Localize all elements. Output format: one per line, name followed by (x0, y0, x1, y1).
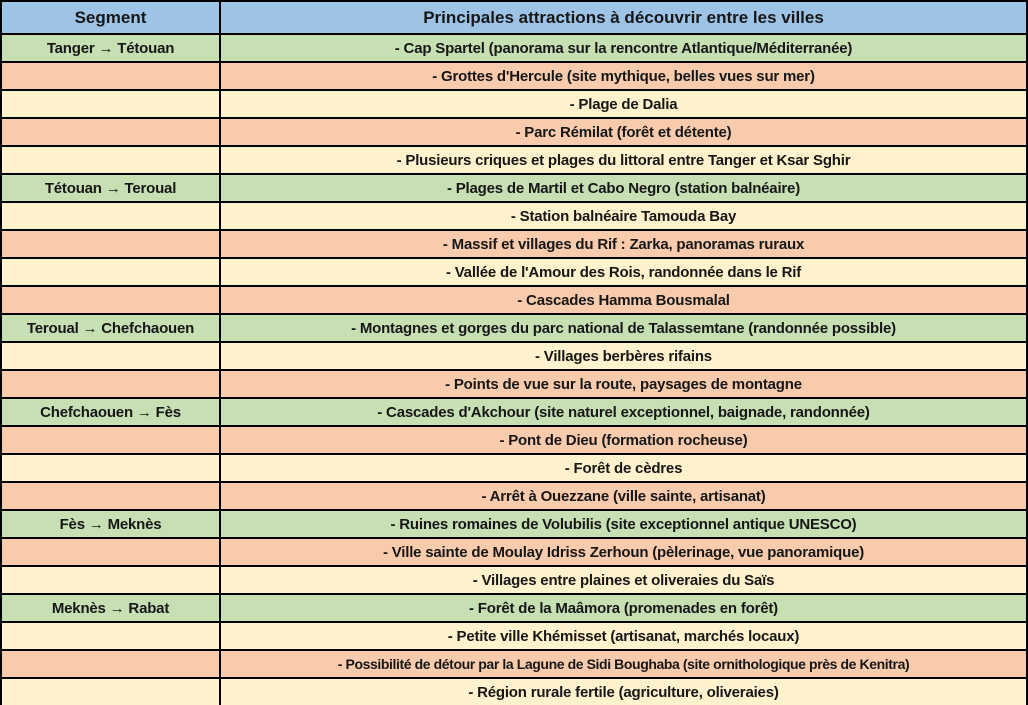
attraction-cell: - Petite ville Khémisset (artisanat, marchés locaux) (220, 622, 1027, 650)
attraction-cell: - Points de vue sur la route, paysages de montagne (220, 370, 1027, 398)
attraction-cell: - Vallée de l'Amour des Rois, randonnée dans le Rif (220, 258, 1027, 286)
table-row (1, 594, 1027, 622)
table-row (1, 566, 1027, 594)
segment-cell (1, 566, 220, 594)
segment-cell (1, 678, 220, 705)
table-row (1, 258, 1027, 286)
column-header-segment: Segment (1, 1, 220, 34)
attraction-cell: - Région rurale fertile (agriculture, oliveraies) (220, 678, 1027, 705)
table-row (1, 230, 1027, 258)
table-row (1, 678, 1027, 705)
column-header-attractions: Principales attractions à découvrir entre les villes (220, 1, 1027, 34)
table-row (1, 174, 1027, 202)
table-header-row (1, 1, 1027, 34)
segment-cell (1, 90, 220, 118)
attraction-cell: - Parc Rémilat (forêt et détente) (220, 118, 1027, 146)
table-row (1, 62, 1027, 90)
attraction-cell: - Villages entre plaines et oliveraies du Saïs (220, 566, 1027, 594)
attraction-cell: - Station balnéaire Tamouda Bay (220, 202, 1027, 230)
segment-cell: Teroual → Chefchaouen (1, 314, 220, 342)
attraction-cell: - Plages de Martil et Cabo Negro (station balnéaire) (220, 174, 1027, 202)
table-row (1, 314, 1027, 342)
table-row (1, 482, 1027, 510)
attraction-cell: - Cap Spartel (panorama sur la rencontre Atlantique/Méditerranée) (220, 34, 1027, 62)
segment-cell: Meknès → Rabat (1, 594, 220, 622)
segment-cell (1, 454, 220, 482)
table-row (1, 34, 1027, 62)
attraction-cell: - Forêt de la Maâmora (promenades en forêt) (220, 594, 1027, 622)
attraction-cell: - Arrêt à Ouezzane (ville sainte, artisanat) (220, 482, 1027, 510)
table-row (1, 90, 1027, 118)
segment-cell (1, 426, 220, 454)
attraction-cell: - Plusieurs criques et plages du littoral entre Tanger et Ksar Sghir (220, 146, 1027, 174)
table-row (1, 202, 1027, 230)
table-row (1, 398, 1027, 426)
segment-cell (1, 202, 220, 230)
segment-cell (1, 62, 220, 90)
table-row (1, 426, 1027, 454)
segment-cell (1, 538, 220, 566)
attraction-cell: - Pont de Dieu (formation rocheuse) (220, 426, 1027, 454)
segment-cell: Chefchaouen → Fès (1, 398, 220, 426)
attraction-cell: - Grottes d'Hercule (site mythique, belles vues sur mer) (220, 62, 1027, 90)
attraction-cell: - Cascades Hamma Bousmalal (220, 286, 1027, 314)
table-row (1, 538, 1027, 566)
attraction-cell: - Possibilité de détour par la Lagune de Sidi Boughaba (site ornithologique près de Kenitra) (220, 650, 1027, 678)
segment-cell: Tétouan → Teroual (1, 174, 220, 202)
segment-cell: Fès → Meknès (1, 510, 220, 538)
attraction-cell: - Plage de Dalia (220, 90, 1027, 118)
table-row (1, 146, 1027, 174)
segment-cell (1, 146, 220, 174)
table-row (1, 510, 1027, 538)
segment-cell (1, 650, 220, 678)
segment-cell (1, 230, 220, 258)
table-row (1, 118, 1027, 146)
attraction-cell: - Massif et villages du Rif : Zarka, panoramas ruraux (220, 230, 1027, 258)
segment-cell (1, 342, 220, 370)
attraction-cell: - Montagnes et gorges du parc national de Talassemtane (randonnée possible) (220, 314, 1027, 342)
attraction-cell: - Forêt de cèdres (220, 454, 1027, 482)
segment-cell: Tanger → Tétouan (1, 34, 220, 62)
table-row (1, 342, 1027, 370)
attraction-cell: - Villages berbères rifains (220, 342, 1027, 370)
table-row (1, 622, 1027, 650)
segment-cell (1, 118, 220, 146)
segment-cell (1, 482, 220, 510)
attraction-cell: - Cascades d'Akchour (site naturel exceptionnel, baignade, randonnée) (220, 398, 1027, 426)
table-row (1, 286, 1027, 314)
attraction-cell: - Ville sainte de Moulay Idriss Zerhoun (pèlerinage, vue panoramique) (220, 538, 1027, 566)
attraction-cell: - Ruines romaines de Volubilis (site exceptionnel antique UNESCO) (220, 510, 1027, 538)
table-row (1, 454, 1027, 482)
table-row (1, 650, 1027, 678)
segment-cell (1, 370, 220, 398)
segment-cell (1, 258, 220, 286)
segment-cell (1, 286, 220, 314)
segment-cell (1, 622, 220, 650)
table-row (1, 370, 1027, 398)
